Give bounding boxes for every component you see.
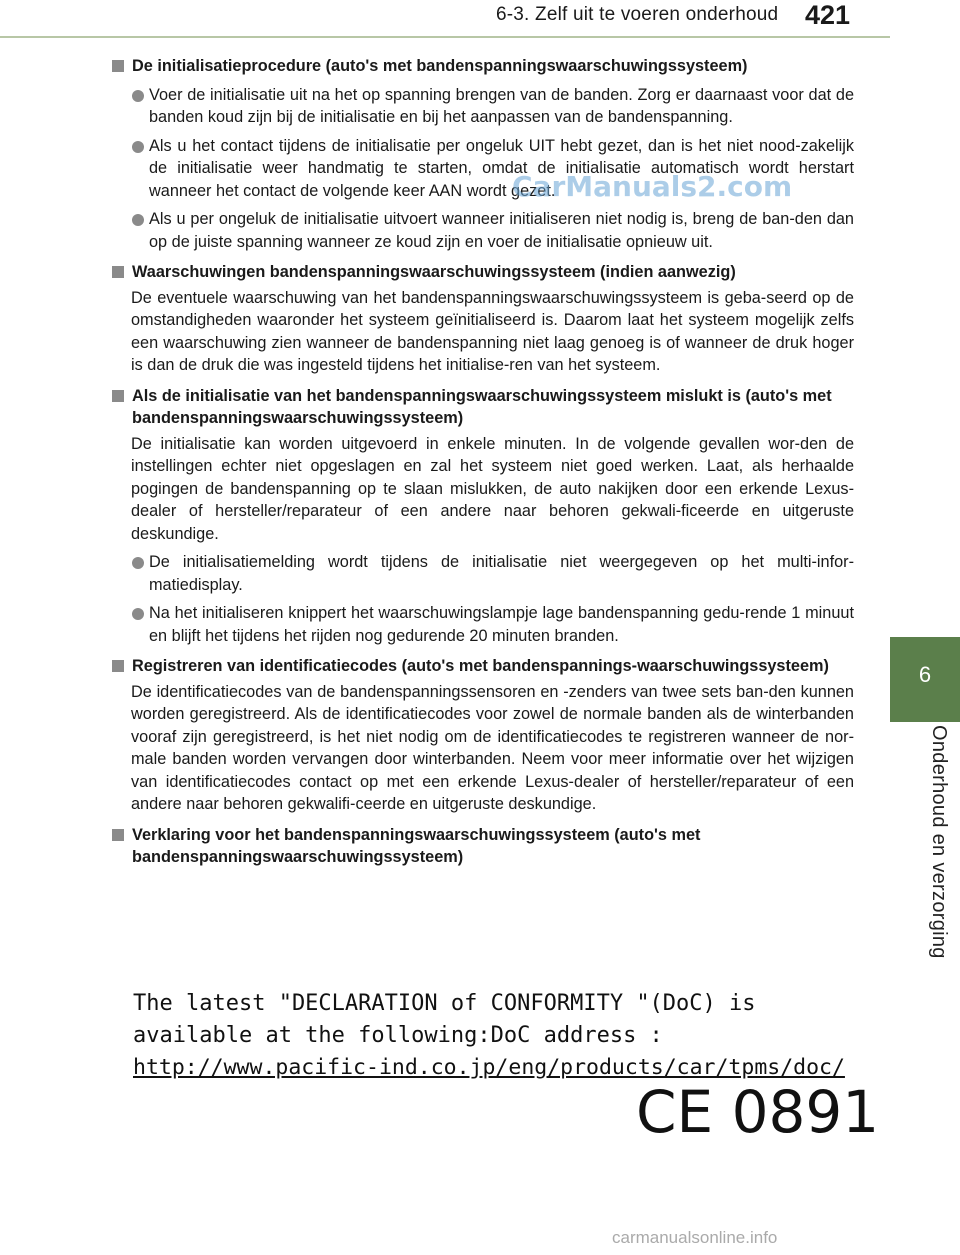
square-bullet-icon xyxy=(112,60,124,72)
list-item: Als u per ongeluk de initialisatie uitvoert wanneer initialiseren niet nodig is, breng de ban-den dan op de juiste spanning wanneer ze koud zijn en voer de initialisatie opnieuw uit. xyxy=(112,208,854,253)
circle-bullet-icon xyxy=(132,214,144,226)
section-heading: Waarschuwingen bandenspanningswaarschuwingssysteem (indien aanwezig) xyxy=(112,261,854,284)
list-item: De initialisatiemelding wordt tijdens de initialisatie niet weergegeven op het multi-infor-matiedisplay. xyxy=(112,551,854,596)
section-heading: Verklaring voor het bandenspanningswaarschuwingssysteem (auto's met bandenspanningswaarschuwingssysteem) xyxy=(112,824,854,869)
chapter-tab: 6 xyxy=(890,637,960,722)
chapter-title: Onderhoud en verzorging xyxy=(928,725,950,959)
section-title: 6-3. Zelf uit te voeren onderhoud xyxy=(496,4,779,25)
circle-bullet-icon xyxy=(132,90,144,102)
page-number: 421 xyxy=(805,0,851,30)
circle-bullet-icon xyxy=(132,141,144,153)
ce-logo: CE xyxy=(636,1078,714,1146)
ce-mark xyxy=(636,1078,879,1146)
list-item: Voer de initialisatie uit na het op spanning brengen van de banden. Zorg er daarnaast voor dat de banden koud zijn bij de initialisatie en bij het aanpassen van de bandenspanning. xyxy=(112,84,854,129)
list-item: Als u het contact tijdens de initialisatie per ongeluk UIT hebt gezet, dan is het niet nood-zakelijk de initialisatie weer handmatig te starten, omdat de initialisatie automatisch wordt herstart wanneer het contact de volgende keer AAN wordt gezet. xyxy=(112,135,854,203)
section-heading: Registreren van identificatiecodes (auto's met bandenspannings-waarschuwingssysteem) xyxy=(112,655,854,678)
square-bullet-icon xyxy=(112,266,124,278)
declaration-url[interactable]: http://www.pacific-ind.co.jp/eng/products/car/tpms/doc/ xyxy=(133,1055,845,1080)
square-bullet-icon xyxy=(112,390,124,402)
page-header xyxy=(0,0,960,40)
declaration-block xyxy=(133,988,853,1084)
circle-bullet-icon xyxy=(132,608,144,620)
square-bullet-icon xyxy=(112,660,124,672)
footer-watermark: carmanualsonline.info xyxy=(612,1228,778,1247)
paragraph: De eventuele waarschuwing van het bandenspanningswaarschuwingssysteem is geba-seerd op de omstandigheden waaronder het systeem geïnitialiseerd is. Daarom laat het systeem mogelijk zelfs een waarschuwing zien wanneer de bandenspanning niet laag genoeg is of wanneer de druk hoger is dan de druk die was ingesteld tijdens het initialise-ren van het systeem. xyxy=(131,288,854,374)
watermark: CarManuals2.com xyxy=(512,170,793,203)
section-heading: Als de initialisatie van het bandenspanningswaarschuwingssysteem mislukt is (auto's met bandenspanningswaarschuwingssysteem) xyxy=(112,385,854,430)
header-rule xyxy=(0,36,890,38)
paragraph: De initialisatie kan worden uitgevoerd in enkele minuten. In de volgende gevallen wor-den de instellingen echter niet opgeslagen en zal het systeem niet goed werken. Laat, als herhaalde pogingen de bandenspanning op te slaan mislukken, de auto nakijken door een erkende Lexus-dealer of hersteller/reparateur of een andere naar behoren gekwali-ficeerde en uitgeruste deskundige. xyxy=(131,434,854,543)
square-bullet-icon xyxy=(112,829,124,841)
declaration-line: available at the following:DoC address : xyxy=(133,1023,663,1048)
section-heading: De initialisatieprocedure (auto's met bandenspanningswaarschuwingssysteem) xyxy=(112,55,854,78)
list-item: Na het initialiseren knippert het waarschuwingslampje lage bandenspanning gedu-rende 1 minuut en blijft het tijdens het rijden nog gedurende 20 minuten branden. xyxy=(112,602,854,647)
ce-number: 0891 xyxy=(731,1078,880,1146)
paragraph: De identificatiecodes van de bandenspanningssensoren en -zenders van twee sets ban-den kunnen worden geregistreerd. Als de identificatiecodes voor zowel de normale banden als de winterbanden vooraf zijn geregistreerd, is het niet nodig om de identificatiecodes te registreren wanneer de nor-male banden worden vervangen door winterbanden. Neem voor meer informatie over het wijzigen van identificatiecodes contact op met een erkende Lexus-dealer of hersteller/reparateur of een andere naar behoren gekwalifi-ceerde en uitgeruste deskundige. xyxy=(131,682,854,813)
circle-bullet-icon xyxy=(132,557,144,569)
declaration-line: The latest "DECLARATION of CONFORMITY "(DoC) is xyxy=(133,991,756,1016)
